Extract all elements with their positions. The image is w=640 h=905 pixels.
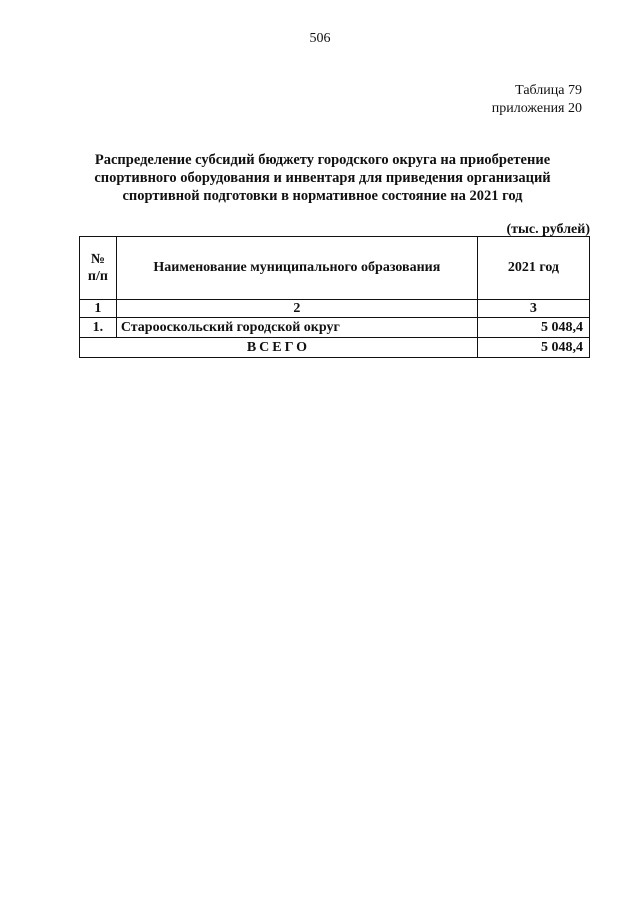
units-label: (тыс. рублей)	[506, 222, 590, 237]
header-municipality-name: Наименование муниципального образования	[116, 237, 477, 300]
header-number	[80, 237, 117, 300]
table-reference-line2: приложения 20	[491, 101, 582, 116]
total-label: ВСЕГО	[80, 338, 478, 358]
column-index-row	[80, 300, 590, 318]
row-number: 1.	[80, 318, 117, 338]
column-index-2: 2	[116, 300, 477, 318]
document-title	[60, 151, 585, 205]
subsidy-table	[79, 236, 590, 358]
total-value: 5 048,4	[477, 338, 589, 358]
header-year: 2021 год	[477, 237, 589, 300]
column-index-1: 1	[80, 300, 117, 318]
page-number: 506	[309, 31, 331, 46]
table-row	[80, 318, 590, 338]
document-title-line3: спортивной подготовки в нормативное состояние на 2021 год	[122, 188, 523, 204]
row-value: 5 048,4	[477, 318, 589, 338]
column-index-3: 3	[477, 300, 589, 318]
header-number-line1: №	[90, 252, 105, 267]
row-municipality-name: Старооскольский городской округ	[116, 318, 477, 338]
total-row	[80, 338, 590, 358]
table-reference-line1: Таблица 79	[515, 83, 582, 98]
table-reference	[492, 82, 582, 118]
document-title-line1: Распределение субсидий бюджету городского округа на приобретение	[94, 152, 551, 168]
table-header-row	[80, 237, 590, 300]
header-number-line2: п/п	[87, 269, 108, 284]
document-title-line2: спортивного оборудования и инвентаря для приведения организаций	[94, 170, 551, 186]
